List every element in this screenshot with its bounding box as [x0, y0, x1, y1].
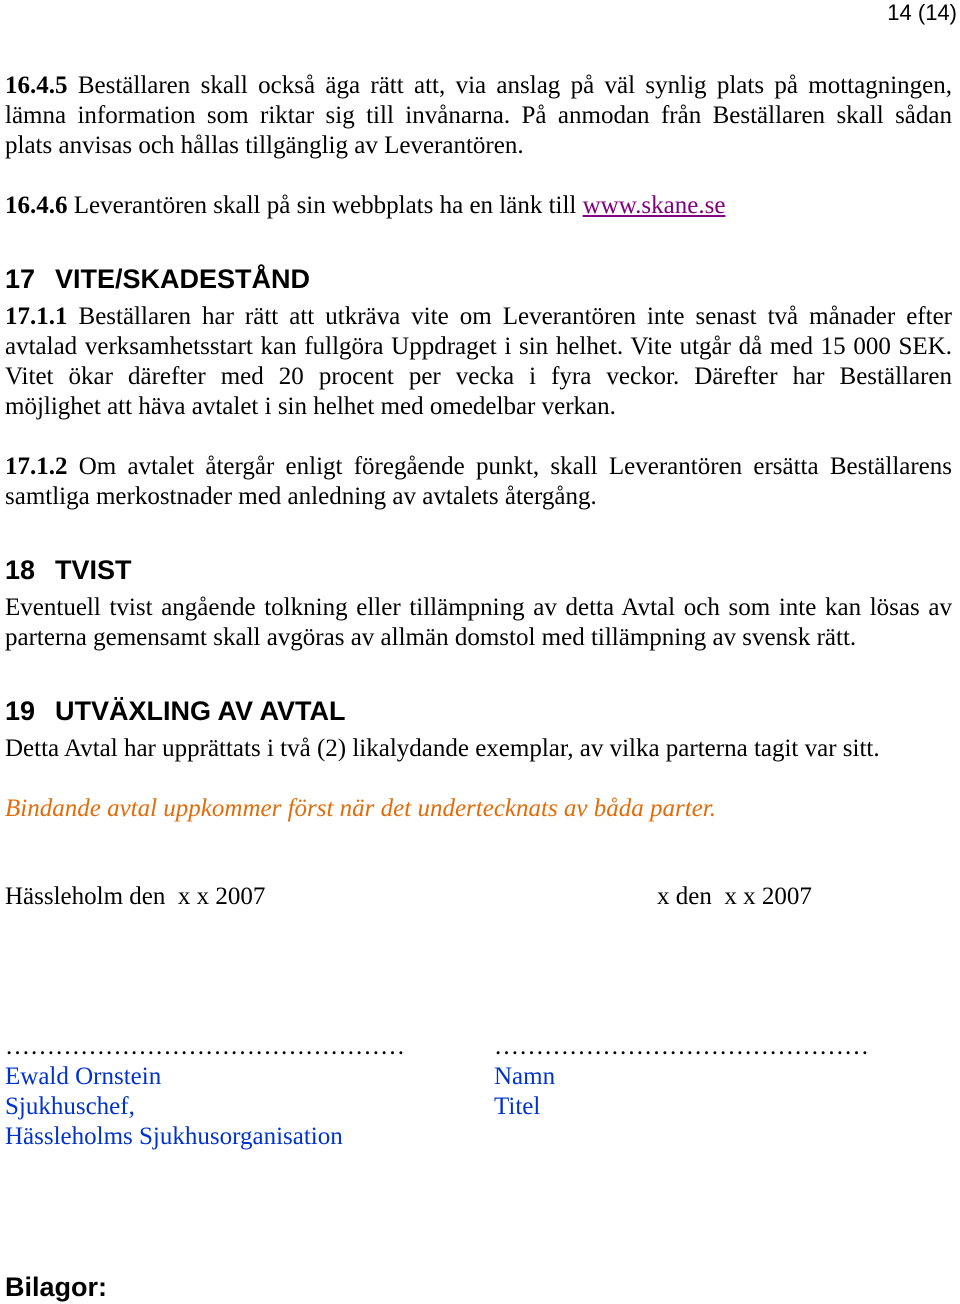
signature-left-place-date: Hässleholm den x x 2007 — [5, 883, 266, 910]
clause-number: 16.4.6 — [5, 192, 68, 219]
clause-line — [5, 362, 952, 392]
clause-line — [5, 302, 952, 332]
clause-text: lämna information som riktar sig till invånarna. På anmodan från Beställaren skall sådan — [5, 102, 952, 129]
paragraph-line — [5, 593, 952, 623]
signatory-left-name: Ewald Ornstein — [5, 1063, 162, 1090]
page-number: 14 (14) — [887, 0, 957, 25]
section-number: 17 — [5, 264, 36, 294]
clause-number: 16.4.5 — [5, 72, 68, 99]
section-18-text — [5, 593, 952, 653]
clause-text: möjlighet att häva avtalet i sin helhet med omedelbar verkan. — [5, 393, 616, 420]
clause-16-4-6 — [5, 191, 952, 221]
signatory-right-title: Titel — [494, 1093, 541, 1120]
clause-line — [5, 131, 952, 161]
section-19-text — [5, 734, 952, 764]
clause-text: Beställaren skall också äga rätt att, via anslag på väl synlig plats på mottagningen, — [77, 72, 953, 99]
section-title: TVIST — [55, 555, 132, 585]
paragraph-text: Eventuell tvist angående tolkning eller tillämpning av detta Avtal och som inte kan lösas av — [5, 594, 952, 621]
signature-left-line: ………………………………………… — [5, 1033, 405, 1060]
signature-right-line: ……………………………………… — [494, 1033, 869, 1060]
attachments-heading — [5, 1271, 905, 1303]
clause-line — [5, 332, 952, 362]
clause-line — [5, 392, 952, 422]
section-heading-17 — [5, 263, 905, 295]
signatory-right-name: Namn — [494, 1063, 556, 1090]
clause-text: Om avtalet återgår enligt föregående punkt, skall Leverantören ersätta Beställarens — [78, 453, 953, 480]
section-number: 18 — [5, 555, 36, 585]
clause-text: plats anvisas och hållas tillgänglig av Leverantören. — [5, 132, 524, 159]
clause-17-1-1 — [5, 302, 952, 422]
clause-text: Vitet ökar därefter med 20 procent per vecka i fyra veckor. Därefter har Beställaren — [5, 363, 952, 390]
skane-website-link[interactable]: www.skane.se — [582, 192, 726, 219]
section-title: UTVÄXLING AV AVTAL — [55, 696, 346, 726]
signatory-left-organisation: Hässleholms Sjukhusorganisation — [5, 1123, 343, 1150]
clause-line — [5, 482, 952, 512]
clause-text: Beställaren har rätt att utkräva vite om Leverantören inte senast två månader efter — [78, 303, 952, 330]
section-number: 19 — [5, 696, 36, 726]
signature-right-place-date: x den x x 2007 — [657, 883, 812, 910]
attachments-title: Bilagor: — [5, 1272, 108, 1302]
binding-notice — [5, 794, 952, 824]
clause-number: 17.1.1 — [5, 303, 68, 330]
clause-text: samtliga merkostnader med anledning av avtalets återgång. — [5, 483, 597, 510]
paragraph-line — [5, 734, 952, 764]
paragraph-text: parterna gemensamt skall avgöras av allmän domstol med tillämpning av svensk rätt. — [5, 624, 857, 651]
clause-text: Leverantören skall på sin webbplats ha en länk till — [73, 192, 577, 219]
clause-line — [5, 101, 952, 131]
section-heading-18 — [5, 554, 905, 586]
section-title: VITE/SKADESTÅND — [55, 264, 311, 294]
section-heading-19 — [5, 695, 905, 727]
clause-text: avtalad verksamhetsstart kan fullgöra Uppdraget i sin helhet. Vite utgår då med 15 000 SEK. — [5, 333, 952, 360]
clause-line — [5, 71, 952, 101]
clause-number: 17.1.2 — [5, 453, 68, 480]
signatory-left-title: Sjukhuschef, — [5, 1093, 135, 1120]
notice-text: Bindande avtal uppkommer först när det undertecknats av båda parter. — [5, 795, 717, 822]
paragraph-text: Detta Avtal har upprättats i två (2) likalydande exemplar, av vilka parterna tagit var sitt. — [5, 735, 880, 762]
clause-line — [5, 191, 952, 221]
clause-17-1-2 — [5, 452, 952, 512]
paragraph-line — [5, 623, 952, 653]
clause-16-4-5 — [5, 71, 952, 161]
clause-line — [5, 452, 952, 482]
